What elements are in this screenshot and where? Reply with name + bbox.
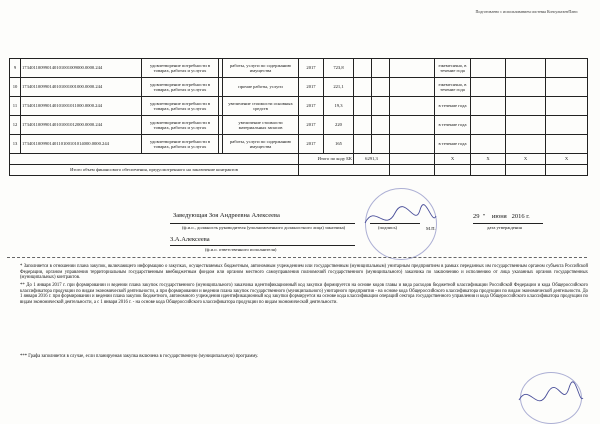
cell-amount: 723,8 (324, 59, 354, 78)
cell-code: 173401100990140101001012000.0000.244 (21, 116, 142, 135)
approval-date: 29 " июня 2016 г. (473, 213, 530, 220)
cell-num: 13 (10, 135, 21, 154)
total-x-1: X (435, 154, 471, 165)
date-day: 29 (473, 213, 480, 220)
table-row (10, 59, 588, 78)
cell-empty (546, 116, 588, 135)
cell-period: в течение года (435, 97, 471, 116)
cell-empty (471, 78, 506, 97)
sign-caption: (подпись) (378, 225, 398, 230)
cell-code: 173401100990140110100101014000.0000.244 (21, 135, 142, 154)
cell-empty (372, 59, 390, 78)
cell-empty (506, 97, 546, 116)
cell-amount: 221,1 (324, 78, 354, 97)
table-body (10, 59, 588, 154)
cell-name: увеличение стоимости материальных запасов (223, 116, 299, 135)
cell-empty (390, 78, 435, 97)
cell-code: 173401100990140101001001000.0000.244 (21, 78, 142, 97)
head-name: Заведующая Зоя Андреевна Алексеева (173, 212, 280, 219)
cell-year: 2017 (299, 116, 324, 135)
date-month: июня (491, 213, 507, 220)
cell-empty (372, 116, 390, 135)
total-value: 6291,3 (354, 154, 390, 165)
cell-period: в течение года (435, 116, 471, 135)
cell-period: ежемесячно, в течение года (435, 59, 471, 78)
cell-period: в течение года (435, 135, 471, 154)
total-x-4: X (546, 154, 588, 165)
cell-year: 2017 (299, 135, 324, 154)
cell-empty (354, 97, 372, 116)
footnote-1: * Заполняется в отношении плана закупок, включающего информацию о закупках, осуществляемых бюджетным, автономным учреждением или государственным (муниципальным) унитарным предприятием в рамках переданных им государственным органом субъекта Российской Федерации, органом управления территориальным государственным внебюджетным фондом или органом местного самоуправления полномочий государственного (муниципального) заказчика по заключению и исполнению от лица указанных органов государственных (муниципальных) контрактов. (20, 264, 588, 281)
footnote-2: ** До 1 января 2017 г. при формировании и ведении плана закупок государственного (муниципального) заказчика идентификационный код закупки формируется на основе кодов главы и вида расходов бюджетной классификации Российской Федерации и кода Общероссийского классификатора продукции по видам экономической деятельности, а при формировании и ведении плана закупок государственного (муниципального) унитарного предприятия - на основе кода Общероссийского классификатора продукции по видам экономической деятельности. До 1 января 2016 г. при формировании и ведении плана закупок бюджетного, автономного учреждения идентификационный код закупки формируется на основе кода классификации операций сектора государственного управления и кода Общероссийского классификатора продукции по видам экономической деятельности, а с 1 января 2016 г. - на основе кода Общероссийского классификатора продукции по видам экономической деятельности. (20, 283, 588, 306)
cell-year: 2017 (299, 59, 324, 78)
cell-empty (546, 97, 588, 116)
cell-empty (506, 59, 546, 78)
cell-empty (372, 78, 390, 97)
cell-name: работы, услуги по содержанию имущества (223, 135, 299, 154)
cell-amount: 220 (324, 116, 354, 135)
cell-num: 9 (10, 59, 21, 78)
cell-empty (546, 135, 588, 154)
cell-empty (471, 59, 506, 78)
total-row (10, 154, 588, 165)
cell-num: 11 (10, 97, 21, 116)
total-x-3: X (506, 154, 546, 165)
cell-empty (390, 116, 435, 135)
cell-empty (471, 116, 506, 135)
responsible-name: З.А.Алексеева (170, 236, 210, 243)
footnote-3: *** Графа заполняется в случае, если планируемая закупка включена в государственную (муниципальную) программу. (20, 354, 259, 359)
cell-empty (390, 97, 435, 116)
cell-name: работы, услуги по содержанию имущества (223, 59, 299, 78)
cell-empty (354, 78, 372, 97)
cell-empty (372, 97, 390, 116)
cell-amount: 165 (324, 135, 354, 154)
cell-empty (471, 135, 506, 154)
total-x-2: X (471, 154, 506, 165)
responsible-caption: (ф.и.о. ответственного исполнителя) (205, 247, 277, 252)
cell-code: 173401100990140101001011000.0000.244 (21, 97, 142, 116)
stamp-mark: М.П. (426, 226, 436, 231)
cell-need: удовлетворение потребности в товарах, работах и услугах (142, 135, 219, 154)
cell-year: 2017 (299, 97, 324, 116)
total-label: Итого по коду БК (299, 154, 354, 165)
date-year: 2016 г. (511, 213, 530, 220)
bottom-signature (515, 378, 585, 418)
cell-empty (372, 135, 390, 154)
cell-name: прочие работы, услуги (223, 78, 299, 97)
cell-year: 2017 (299, 78, 324, 97)
cell-empty (506, 135, 546, 154)
cell-need: удовлетворение потребности в товарах, работах и услугах (142, 116, 219, 135)
footnote-separator (7, 257, 587, 258)
summary-row (10, 165, 588, 176)
cell-need: удовлетворение потребности в товарах, работах и услугах (142, 59, 219, 78)
cell-empty (390, 59, 435, 78)
cell-need: удовлетворение потребности в товарах, работах и услугах (142, 97, 219, 116)
table-row (10, 97, 588, 116)
cell-empty (546, 78, 588, 97)
cell-empty (354, 116, 372, 135)
head-line (170, 223, 355, 224)
cell-need: удовлетворение потребности в товарах, работах и услугах (142, 78, 219, 97)
signature-scribble (360, 198, 440, 238)
table-row (10, 78, 588, 97)
header-note: Подготовлено с использованием системы КонсультантПлюс (475, 9, 578, 14)
cell-amount: 19,3 (324, 97, 354, 116)
summary-label: Итого объем финансового обеспечения, предусмотренного на заключение контрактов (10, 165, 299, 176)
cell-code: 173401100990140101001009000.0000.244 (21, 59, 142, 78)
cell-empty (506, 78, 546, 97)
date-line (473, 223, 543, 224)
cell-empty (546, 59, 588, 78)
table-row (10, 135, 588, 154)
responsible-line (170, 245, 355, 246)
cell-empty (354, 135, 372, 154)
cell-num: 10 (10, 78, 21, 97)
cell-empty (471, 97, 506, 116)
head-caption: (ф.и.о., должность руководителя (уполномоченного должностного лица) заказчика) (182, 225, 346, 230)
date-caption: дата утверждения (487, 225, 522, 230)
cell-period: ежемесячно, в течение года (435, 78, 471, 97)
sign-line (370, 223, 420, 224)
cell-name: увеличение стоимости основных средств (223, 97, 299, 116)
cell-num: 12 (10, 116, 21, 135)
cell-empty (506, 116, 546, 135)
procurement-table (9, 58, 588, 176)
table-row (10, 116, 588, 135)
cell-empty (390, 135, 435, 154)
cell-empty (354, 59, 372, 78)
